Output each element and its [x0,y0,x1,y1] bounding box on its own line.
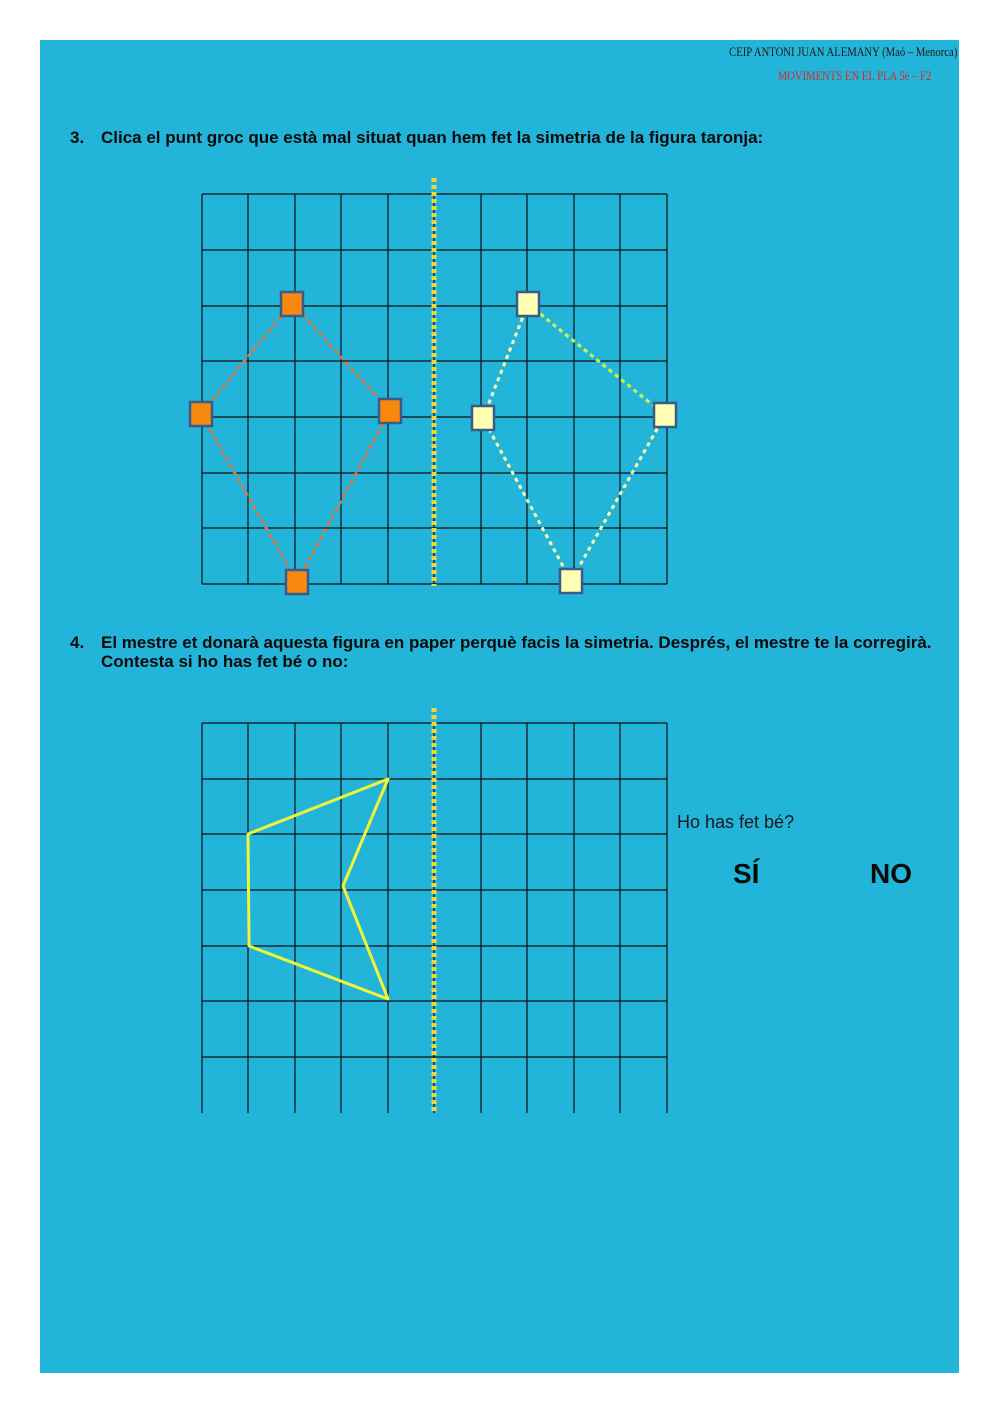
school-name: CEIP ANTONI JUAN ALEMANY (Maó – Menorca) [728,44,957,59]
orange-point-right [379,399,401,423]
orange-point-top [281,292,303,316]
yellow-outline-figure [248,779,388,999]
question-3-text: Clica el punt groc que està mal situat quan hem fet la simetria de la figura taronja: [101,128,764,147]
yellow-point-top[interactable] [517,292,539,316]
yes-option[interactable]: SÍ [733,858,760,889]
yellow-point-left[interactable] [472,406,494,430]
orange-point-left [190,402,212,426]
yellow-point-right[interactable] [654,403,676,427]
question-4-number: 4. [70,633,85,652]
no-option[interactable]: NO [870,858,912,889]
yellow-point-bottom[interactable] [560,569,582,593]
orange-point-bottom [286,570,308,594]
question-3-number: 3. [70,128,85,147]
answer-prompt: Ho has fet bé? [677,812,795,832]
yellow-figure-edge [528,304,665,415]
question-4-text: El mestre et donarà aquesta figura en paper perquè facis la simetria. Després, el mestre te la corregirà. Contesta si ho has fet bé o no: [101,633,932,671]
worksheet-subject: MOVIMENTS EN EL PLA 5è – F2 [777,68,931,83]
worksheet [40,40,959,1373]
symmetry-grid-1 [40,40,959,1373]
